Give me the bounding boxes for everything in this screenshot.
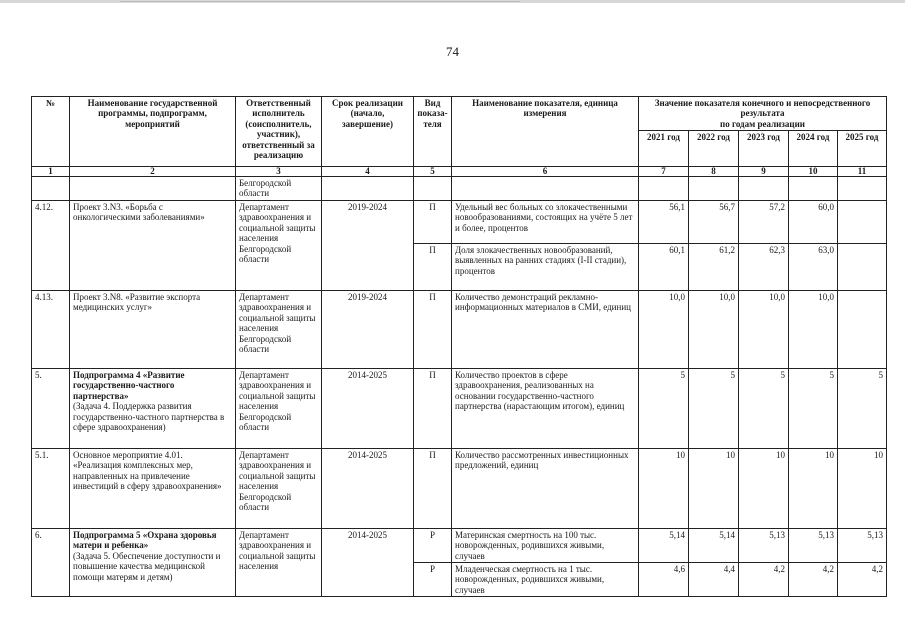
column-number: 11 [838,167,887,177]
row-value: 62,3 [739,244,789,291]
row-value: 61,2 [689,244,739,291]
row-num: 5.1. [32,449,70,529]
row-value: 10,0 [789,291,838,369]
row-value: 63,0 [789,244,838,291]
row-value: 5,13 [739,529,789,563]
column-numbers-row [32,167,887,177]
column-number: 10 [789,167,838,177]
row-indicator: Удельный вес больных со злокачественными новообразованиями, состоящих на учёте 5 лет и более, процентов [452,201,639,244]
row-value: 60,1 [639,244,689,291]
row-name-cell [70,529,236,597]
row-term: 2014-2025 [322,449,414,529]
row-term: 2014-2025 [322,369,414,449]
column-number: 2 [70,167,236,177]
row-value [639,177,689,201]
row-num: 4.12. [32,201,70,291]
row-value: 10 [789,449,838,529]
row-value: 5,13 [789,529,838,563]
row-value: 5 [639,369,689,449]
values-header-subtitle: по годам реализации [720,118,805,129]
row-indicator: Материнская смертность на 100 тыс. новорожденных, родившихся живыми, случаев [452,529,639,563]
row-value: 10,0 [639,291,689,369]
col-indicator-header: Наименование показателя, единица измерения [452,97,639,167]
row-name: (Задача 4. Поддержка развития государственно-частного партнерства в сфере здравоохранения) [73,401,225,433]
row-type: П [414,201,452,244]
year-header: 2024 год [789,131,838,167]
row-indicator: Количество проектов в сфере здравоохранения, реализованных на основании государственно-частного партнерства (нарастающим итогом), единиц [452,369,639,449]
row-type: П [414,291,452,369]
row-value: 56,1 [639,201,689,244]
column-number: 9 [739,167,789,177]
column-number: 6 [452,167,639,177]
row-value: 4,6 [639,563,689,597]
row-name: (Задача 5. Обеспечение доступности и повышение качества медицинской помощи матерям и детям) [73,550,221,582]
column-number: 4 [322,167,414,177]
table-row [32,177,887,201]
row-executor: Департамент здравоохранения и социальной защиты населения Белгородской области [236,369,322,449]
row-value [789,177,838,201]
year-header: 2021 год [639,131,689,167]
row-executor: Белгородской области [236,177,322,201]
table-row [32,369,887,449]
row-value: 4,2 [789,563,838,597]
header-row [32,97,887,131]
row-value: 10,0 [689,291,739,369]
column-number: 7 [639,167,689,177]
column-number: 3 [236,167,322,177]
column-number: 1 [32,167,70,177]
values-header-title: Значение показателя конечного и непосредственного результата [654,98,871,119]
row-name: Основное мероприятие 4.01. «Реализация комплексных мер, направленных на привлечение инвестиций в сферу здравоохранения» [70,449,236,529]
row-value [838,244,887,291]
table-row [32,529,887,563]
row-value: 56,7 [689,201,739,244]
subprogram-title: Подпрограмма 5 «Охрана здоровья матери и ребенка» [73,530,217,551]
row-num: 6. [32,529,70,597]
row-value: 4,2 [838,563,887,597]
row-value: 10,0 [739,291,789,369]
col-name-header: Наименование государственной программы, подпрограмм, мероприятий [70,97,236,167]
year-header: 2025 год [838,131,887,167]
row-value [838,291,887,369]
row-value: 4,4 [689,563,739,597]
row-term: 2019-2024 [322,291,414,369]
row-executor: Департамент здравоохранения и социальной защиты населения [236,529,322,597]
row-executor: Департамент здравоохранения и социальной защиты населения Белгородской области [236,291,322,369]
column-number: 5 [414,167,452,177]
col-term-header: Срок реализации (начало, завершение) [322,97,414,167]
row-type: Р [414,563,452,597]
row-value: 60,0 [789,201,838,244]
row-value: 10 [639,449,689,529]
row-name: Проект 3.N3. «Борьба с онкологическими заболеваниями» [70,201,236,291]
row-type [414,177,452,201]
row-value: 5 [789,369,838,449]
row-type: П [414,449,452,529]
scan-edge [0,0,905,3]
row-num [32,177,70,201]
row-value: 5 [739,369,789,449]
row-value: 10 [739,449,789,529]
row-indicator: Количество демонстраций рекламно-информационных материалов в СМИ, единиц [452,291,639,369]
page-number: 74 [446,44,459,59]
column-number: 8 [689,167,739,177]
row-term [322,177,414,201]
row-num: 5. [32,369,70,449]
table-row [32,201,887,244]
row-value: 5 [838,369,887,449]
row-value [838,201,887,244]
row-value: 10 [838,449,887,529]
values-header [639,97,887,131]
row-value: 5,14 [689,529,739,563]
row-value: 5,13 [838,529,887,563]
row-num: 4.13. [32,291,70,369]
table-row [32,449,887,529]
row-value: 10 [689,449,739,529]
row-value: 5,14 [639,529,689,563]
row-value: 4,2 [739,563,789,597]
row-type: П [414,244,452,291]
row-name [70,177,236,201]
year-header: 2022 год [689,131,739,167]
row-value [739,177,789,201]
row-indicator [452,177,639,201]
col-executor-header: Ответственный исполнитель (соисполнитель, участник), ответственный за реализацию [236,97,322,167]
year-header: 2023 год [739,131,789,167]
row-name-cell [70,369,236,449]
row-indicator: Количество рассмотренных инвестиционных предложений, единиц [452,449,639,529]
row-name: Проект 3.N8. «Развитие экспорта медицинских услуг» [70,291,236,369]
row-type: Р [414,529,452,563]
row-indicator: Доля злокачественных новообразований, выявленных на ранних стадиях (I-II стадии), процентов [452,244,639,291]
row-value [689,177,739,201]
row-type: П [414,369,452,449]
row-executor: Департамент здравоохранения и социальной защиты населения Белгородской области [236,449,322,529]
row-executor: Департамент здравоохранения и социальной защиты населения Белгородской области [236,201,322,291]
indicators-table [31,96,887,597]
row-value [838,177,887,201]
row-value: 5 [689,369,739,449]
subprogram-title: Подпрограмма 4 «Развитие государственно-частного партнерства» [73,370,185,401]
table-row [32,291,887,369]
row-value: 57,2 [739,201,789,244]
row-term: 2019-2024 [322,201,414,291]
row-indicator: Младенческая смертность на 1 тыс. новорожденных, родившихся живыми, случаев [452,563,639,597]
col-num-header: № [32,97,70,167]
col-type-header: Вид показа-теля [414,97,452,167]
row-term: 2014-2025 [322,529,414,597]
